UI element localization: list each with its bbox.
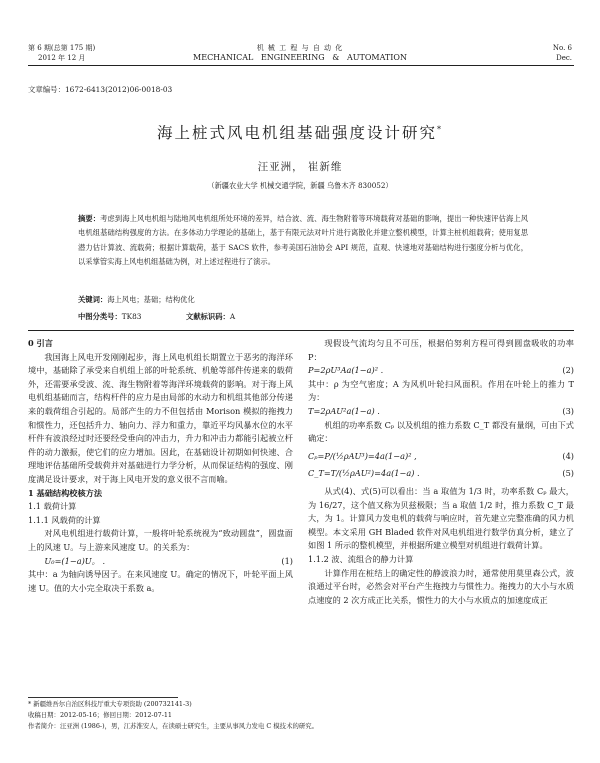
intro-paragraph: 我国海上风电开发刚刚起步，海上风电机组长期置立于恶劣的海洋环境中，基础除了承受来自机组上部的叶轮系统、机舱等部件传递来的载荷外，还需要承受波、流、海生物附着等海洋环境载荷的影响。对于海上风电机组基础而言，结构杆件的应力是由局部的水动力和机组其他部分传递来的载荷组合引起的。局部产生的力不但包括由 Morison 模拟的拖拽力和惯性力，还包括升力、轴向力、浮力和重力，靠近平均风暴水位的水平杆件有波浪经过时还要经受垂向的冲击力，升力和冲击力都能引起被立杆件的动力激振，使它们的应力增加。因此，在基础设计初期如何快速、合理地评估基础所受载荷并对基础进行力学分析，从而保证结构的强度、刚度满足设计要求，对于海上风电开发的意义很不言而喻。 (28, 351, 293, 484)
abstract-text: 考虑到海上风电机组与陆地风电机组所处环境的差异，结合波、流、海生物附着等环境载荷对基础的影响，提出一种快速评估海上风电机组基础结构强度的方法。在多体动力学理论的基础上，基于有限元法对叶片进行离散化并建立整机模型，计算主桩机组载荷；使用复思潜力估计算波、流载荷；根据计算载荷，基于 SACS 软件，参考美国石油协会 API 规范，直观、快速地对基础结构进行强度分析与优化，以采掌管实海上风电机组基础为例，对上述过程进行了演示。 (78, 214, 529, 267)
equation-1 (28, 555, 293, 569)
footnote-author-bio: 作者简介：汪亚洲 (1986-)，男，江苏淮安人，在读硕士研究生，主要从事风力发电 C 模技术的研究。 (28, 722, 319, 730)
keywords-text: 海上风电；基础；结构优化 (107, 295, 195, 304)
left-column (28, 337, 293, 595)
section-1-1-1-paragraph: 对风电机组进行载荷计算，一般将叶轮系统视为“致动圆盘”，圆盘面上的风速 U。与上游来风速度 U。的关系为： (28, 528, 293, 552)
right-paragraph-3: 机组的功率系数 Cₚ 以及机组的推力系数 C_T 都没有量纲，可由下式确定： (308, 419, 574, 444)
right-paragraph-4: 从式(4)、式(5)可以看出：当 a 取值为 1/3 时，功率系数 Cₚ 最大，为 16/27，这个值又称为贝兹极限；当 a 取值 1/2 时，推力系数 C_T 最大，为 1。计算风力发电机的载荷与响应时，首先建立完整准确的风力机模型。本文采用 GH Bladed 软件对风电机组进行数学仿真分析，建立了如图 1 所示的整机模型，并根据所建立模型对机组进行载荷计算。 (308, 485, 574, 551)
header-journal-cn: 机 械 工 程 与 自 动 化 (256, 44, 344, 52)
equation-3-number: (3) (562, 405, 574, 416)
doc-value: A (229, 312, 236, 321)
equation-3-body: T=2ρAU²a(1−a) . (308, 405, 380, 416)
equation-2-body: P=2ρU³Aa(1−a)² . (308, 365, 384, 376)
class-label: 中图分类号： (78, 312, 122, 321)
section-1-heading: 1 基础结构校核方法 (28, 487, 103, 498)
right-paragraph-5: 计算作用在桩结上的确定性的静波浪力时，通常使用莫里森公式，波浪通过平台时，必然会对平台产生拖拽力与惯性力。拖拽力的大小与水质点速度的 2 次方成正比关系，惯性力的大小与水质点的加速度成正 (308, 567, 574, 605)
abstract-label: 摘要： (78, 214, 101, 223)
equation-5 (308, 467, 574, 481)
abstract (78, 212, 528, 270)
equation-4 (308, 450, 574, 464)
doc-label: 文献标识码： (186, 312, 230, 321)
keywords-label: 关键词： (78, 295, 108, 304)
section-1-1-1-heading: 1.1.1 风载荷的计算 (28, 514, 101, 525)
header-rule (28, 65, 574, 66)
intro-heading: 0 引言 (28, 338, 53, 348)
equation-5-number: (5) (562, 468, 574, 479)
title-footnote-mark: * (437, 124, 443, 134)
equation-1-body: U₀=(1−a)U。 . (44, 555, 106, 566)
equation-4-number: (4) (562, 450, 574, 461)
class-value: TK83 (121, 312, 142, 321)
header-date: 2012 年 12 月 (38, 54, 86, 62)
equation-5-body: C_T=T/(½ρAU²)=4a(1−a) . (308, 468, 420, 479)
abstract-rule (28, 330, 574, 331)
right-paragraph-2: 其中：ρ 为空气密度；A 为风机叶轮扫风面积。作用在叶轮上的推力 T 为： (308, 378, 574, 403)
title-text: 海上桩式风电机组基础强度设计研究 (156, 124, 437, 142)
authors: 汪亚洲， 崔新维 (257, 161, 343, 173)
header-journal-en: MECHANICAL ENGINEERING & AUTOMATION (193, 53, 407, 62)
keywords (78, 295, 195, 305)
equation-2-number: (2) (562, 365, 574, 376)
header-month: Dec. (556, 54, 572, 62)
section-1-1-heading: 1.1 载荷计算 (28, 501, 77, 512)
section-1-1-2-heading: 1.1.2 波、流组合的静力计算 (308, 553, 414, 564)
classification (78, 312, 235, 322)
right-paragraph-1: 现假设气流均匀且不可压，根据伯努利方程可得到圆盘吸收的功率 P： (308, 338, 574, 362)
equation-3 (308, 405, 574, 419)
after-equation-1-paragraph: 其中：a 为轴向诱导因子。在来风速度 U。确定的情况下，叶轮平面上风速 U。值的大小完全取决于系数 a。 (28, 569, 293, 593)
equation-4-body: Cₚ=P/(½ρAU³)=4a(1−a)² , (308, 450, 417, 461)
right-column (308, 337, 574, 607)
footnote-rule (28, 697, 178, 698)
equation-1-number: (1) (281, 555, 293, 566)
equation-2 (308, 364, 574, 378)
affiliation: （新疆农业大学 机械交通学院，新疆 乌鲁木齐 830052） (207, 181, 393, 190)
footnote-fund: * 新疆维吾尔自治区科技厅重大专项资助 (200732141-3) (28, 700, 192, 708)
footnote-dates: 收稿日期：2012-05-16；修回日期：2012-07-11 (28, 711, 172, 719)
header-issue: 第 6 期(总第 175 期) (28, 44, 96, 52)
header-number: No. 6 (552, 44, 572, 52)
page-title (0, 121, 600, 143)
article-id: 文章编号：1672-6413(2012)06-0018-03 (28, 85, 173, 94)
